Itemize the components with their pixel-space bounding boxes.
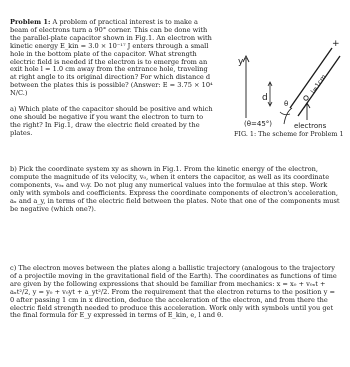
part-c: c) The electron moves between the plates along a ballistic trajectory (analogous to the trajectory of a projectile moving in the gravitational field of the Earth). The coordinates as functions of time are given by the following expressions that should be familiar from mechanics: x = x₀ + v₀ₓt + aₓt²/2, y = y₀ + v₀yt + a_yt²/2. From the requirement that the electron returns to the position y = 0 after passing 1 cm in x direction, deduce the acceleration of the electron, and from there the electric field strength needed to produce this acceleration. Work only with symbols until you get the final formula for E_y expressed in terms of E_kin, e, l and θ. [10, 264, 337, 320]
label-y: y [238, 57, 244, 67]
figure-caption: FIG. 1: The scheme for Problem 1 [234, 130, 344, 138]
label-d: d [262, 93, 268, 103]
theta-arc [280, 112, 290, 115]
part-b: b) Pick the coordinate system xy as shown in Fig.1. From the kinetic energy of the electron, compute the magnitude of its velocity, v₀, when it enters the capacitor, as well as its coordinate components, v₀ₓ and v₀y. Do not plug any numerical values into the formulae at this step. Work only with symbols and coefficients. Express the coordinate components of electron's acceleration, aₓ and a_y, in terms of the electric field between the plates. Note that one of the components must be negative (which one?). [10, 165, 340, 213]
label-cm: l=1cm [309, 73, 328, 96]
problem-statement [10, 19, 215, 98]
label-theta: θ [284, 100, 289, 108]
trajectory [284, 108, 292, 124]
exit-hole [304, 96, 308, 100]
problem-text: A problem of practical interest is to make a beam of electrons turn a 90° corner. This can be done with the parallel-plate capacitor shown in Fig.1. An electron with kinetic energy E_kin = 3.0 × 10⁻¹⁷ J enters through a small hole in the bottom plate of the capacitor. What strength electric field is needed if the electron is to emerge from an exit hole l = 1.0 cm away from the entrance hole, traveling at right angle to its original direction? For which distance d between the plates this is possible? (Answer: E = 3.75 × 10⁴ N/C.) [10, 18, 213, 98]
part-a: a) Which plate of the capacitor should be positive and which one should be negative if you want the electron to turn to the right? In Fig.1, draw the electric field created by the plates. [10, 105, 213, 137]
label-theta-value: (θ=45°) [244, 120, 273, 128]
label-electrons: electrons [294, 122, 327, 130]
label-plus: + [332, 39, 340, 49]
problem-lead: Problem 1: [10, 18, 51, 26]
figure-1 [214, 20, 344, 132]
